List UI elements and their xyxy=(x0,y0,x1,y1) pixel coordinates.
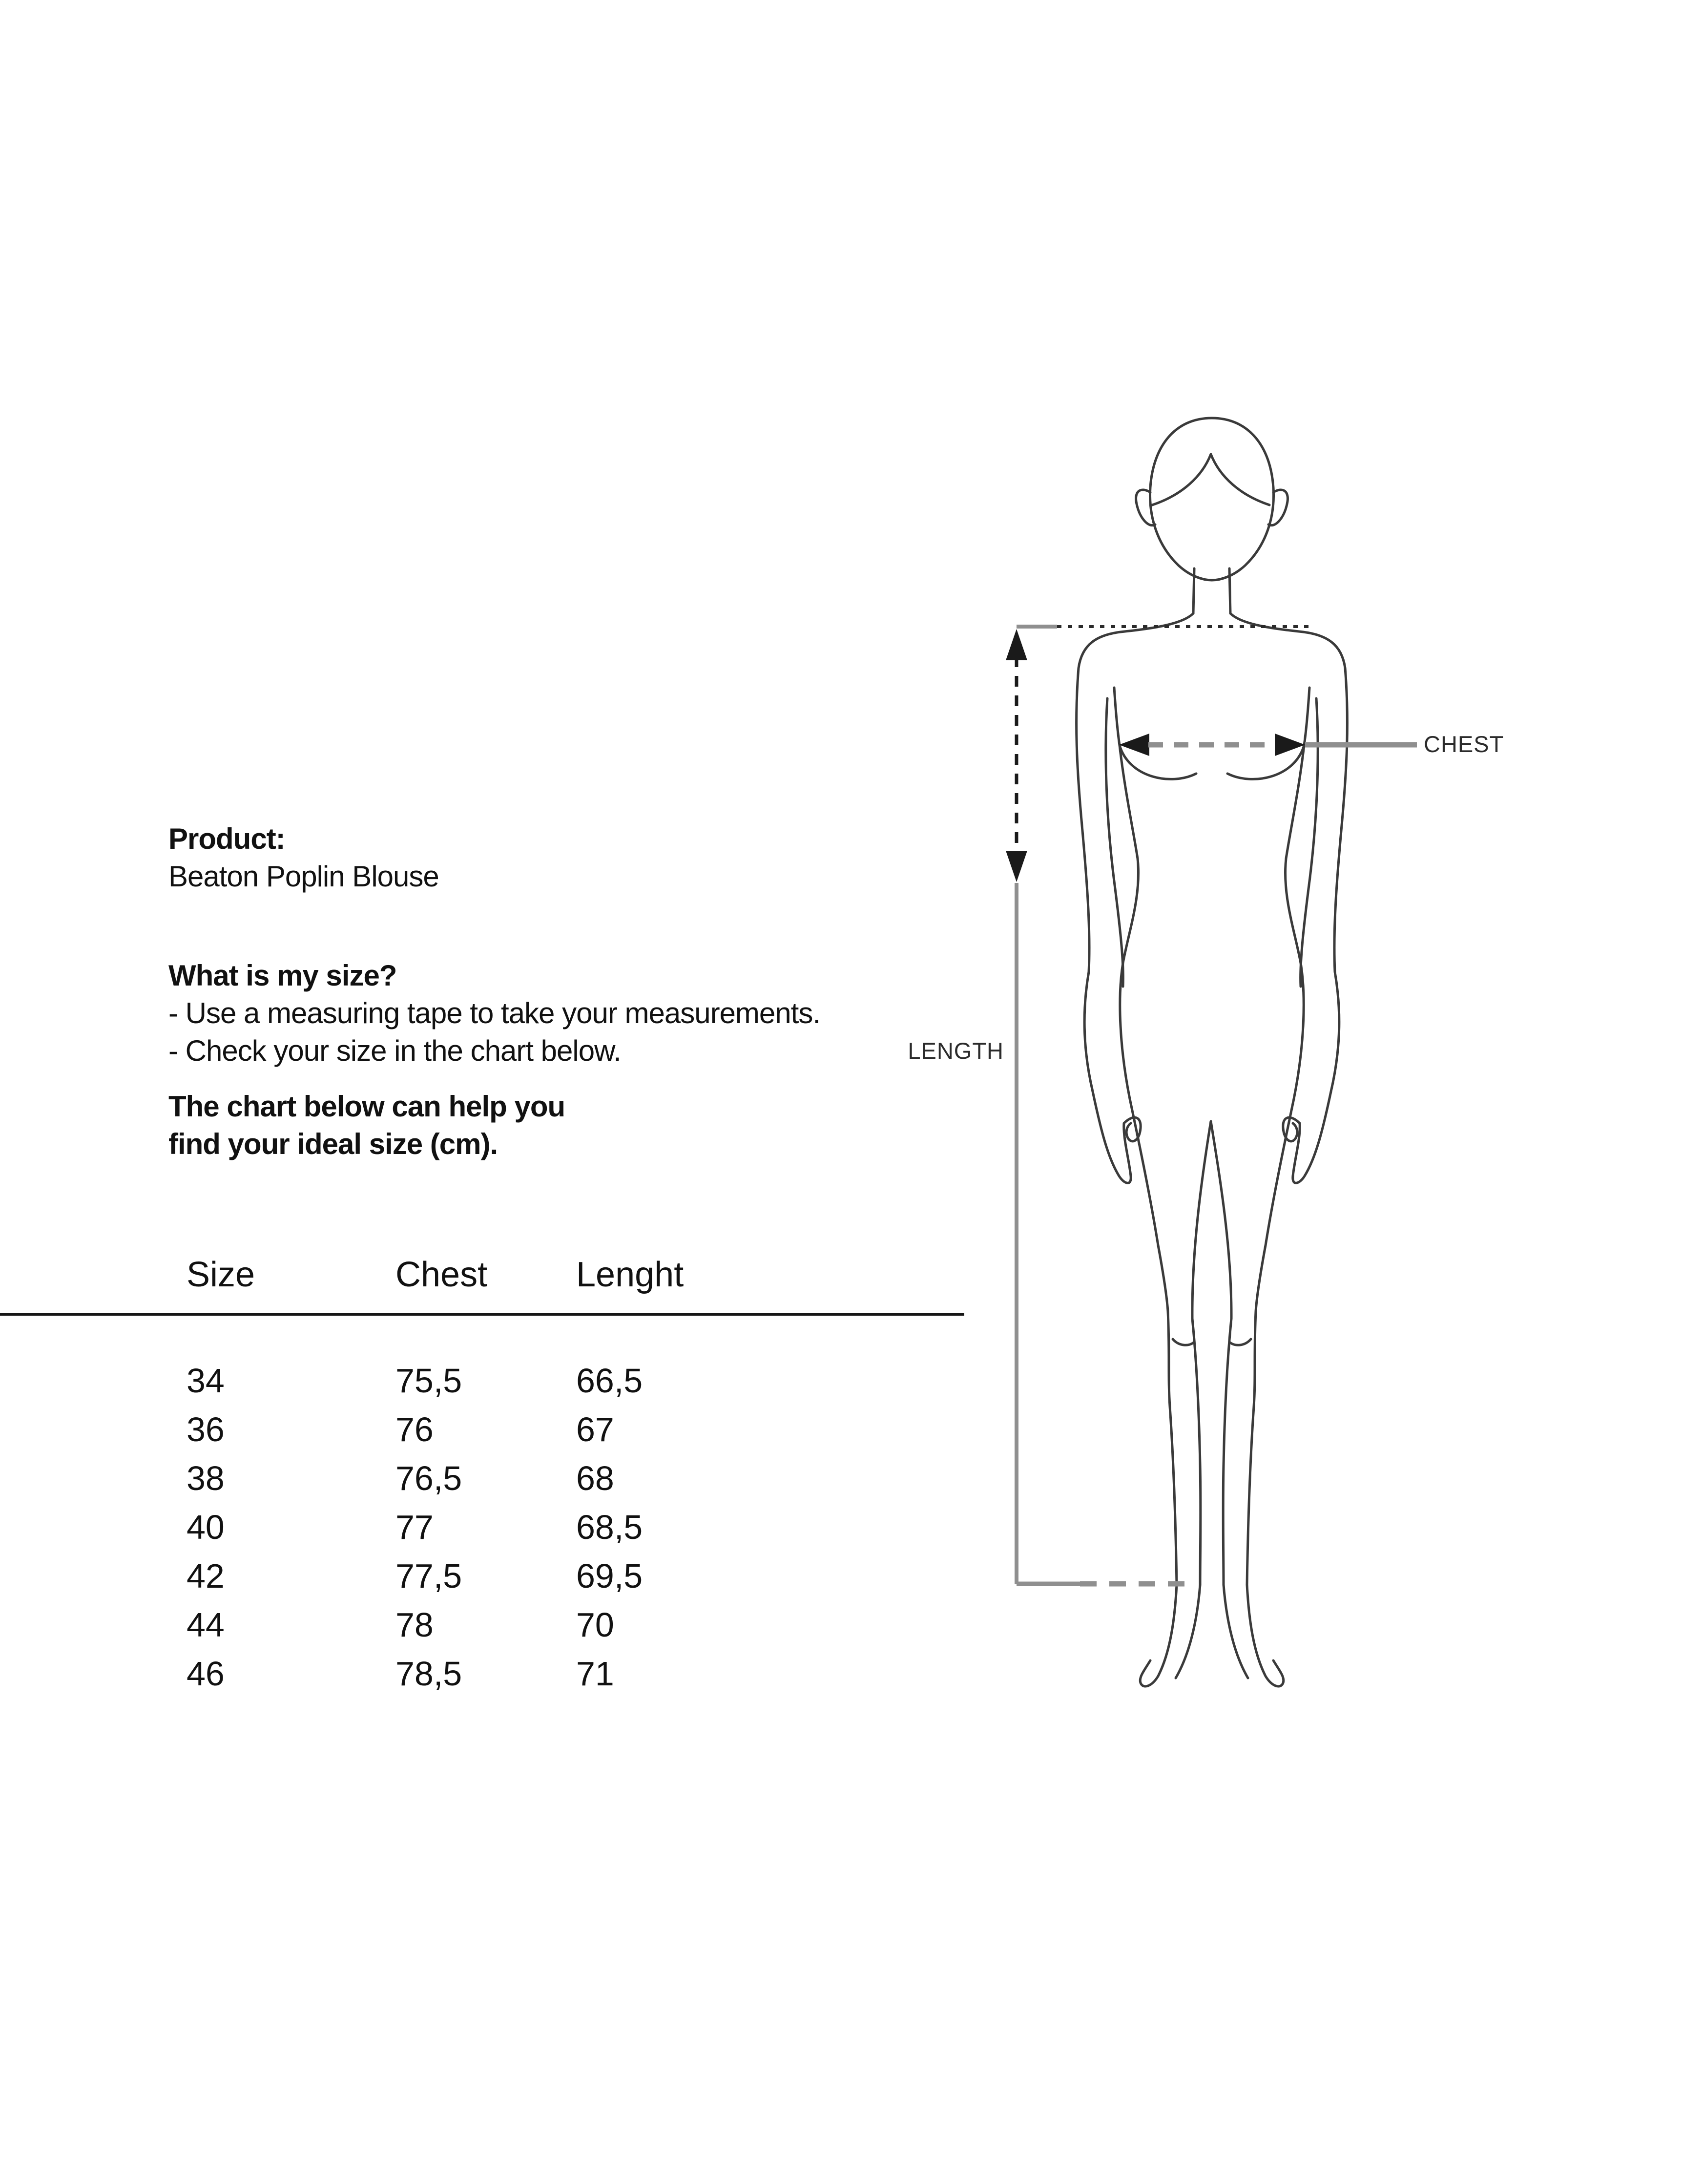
left-leg-outer xyxy=(1168,1311,1177,1585)
right-inner-arm xyxy=(1301,698,1318,987)
right-knee-mark xyxy=(1229,1339,1251,1345)
size-cell: 42 xyxy=(187,1557,225,1595)
right-foot-inner xyxy=(1224,1585,1248,1678)
length-cell: 69,5 xyxy=(576,1557,643,1595)
neck-left xyxy=(1193,568,1194,613)
size-question-heading: What is my size? xyxy=(168,959,397,992)
torso-left xyxy=(1114,688,1168,1311)
body-outline xyxy=(1077,418,1348,1686)
length-cell: 67 xyxy=(576,1410,614,1449)
chest-cell: 77 xyxy=(395,1508,434,1546)
length-measure-line xyxy=(1006,627,1312,1584)
chest-cell: 76,5 xyxy=(395,1459,462,1497)
left-arm-outline xyxy=(1077,613,1193,1183)
right-leg-outer xyxy=(1247,1311,1256,1585)
chest-cell: 75,5 xyxy=(395,1362,462,1400)
arrow-up-icon xyxy=(1006,629,1027,660)
arrow-down-icon xyxy=(1006,851,1027,882)
left-foot-inner xyxy=(1176,1585,1200,1678)
left-knee-mark xyxy=(1173,1339,1194,1345)
size-cell: 44 xyxy=(187,1606,225,1644)
chest-cell: 78 xyxy=(395,1606,434,1644)
length-cell: 71 xyxy=(576,1655,614,1693)
length-cell: 66,5 xyxy=(576,1362,643,1400)
left-leg-inner xyxy=(1192,1319,1201,1585)
right-foot-outer xyxy=(1247,1585,1284,1686)
chest-measure-line xyxy=(1119,734,1417,756)
length-cell: 70 xyxy=(576,1606,614,1644)
hairline xyxy=(1152,454,1269,505)
size-cell: 36 xyxy=(187,1410,225,1449)
size-cell: 40 xyxy=(187,1508,225,1546)
torso-right xyxy=(1256,688,1309,1311)
size-cell: 46 xyxy=(187,1655,225,1693)
instruction-step-2: - Check your size in the chart below. xyxy=(168,1034,621,1067)
left-foot-outer xyxy=(1140,1585,1177,1686)
chest-cell: 77,5 xyxy=(395,1557,462,1595)
instruction-step-1: - Use a measuring tape to take your measurements. xyxy=(168,997,820,1029)
right-leg-inner xyxy=(1223,1319,1231,1585)
left-bust-arc xyxy=(1120,745,1196,779)
product-label: Product: xyxy=(168,822,285,855)
column-header-length: Lenght xyxy=(576,1255,684,1294)
right-arm-outline xyxy=(1230,613,1347,1183)
left-inner-arm xyxy=(1106,698,1123,987)
size-cell: 38 xyxy=(187,1459,225,1497)
chest-cell: 76 xyxy=(395,1410,434,1449)
size-cell: 34 xyxy=(187,1362,225,1400)
length-cell: 68,5 xyxy=(576,1508,643,1546)
chest-cell: 78,5 xyxy=(395,1655,462,1693)
column-header-size: Size xyxy=(187,1255,255,1294)
chart-note-line-2: find your ideal size (cm). xyxy=(168,1128,498,1160)
length-measure-label: LENGTH xyxy=(908,1038,1004,1064)
column-header-chest: Chest xyxy=(395,1255,488,1294)
inner-thighs xyxy=(1192,1121,1231,1319)
length-cell: 68 xyxy=(576,1459,614,1497)
chest-measure-label: CHEST xyxy=(1424,731,1504,757)
chart-note-line-1: The chart below can help you xyxy=(168,1090,565,1123)
product-name: Beaton Poplin Blouse xyxy=(168,860,439,893)
right-bust-arc xyxy=(1227,745,1304,779)
neck-right xyxy=(1229,568,1230,613)
